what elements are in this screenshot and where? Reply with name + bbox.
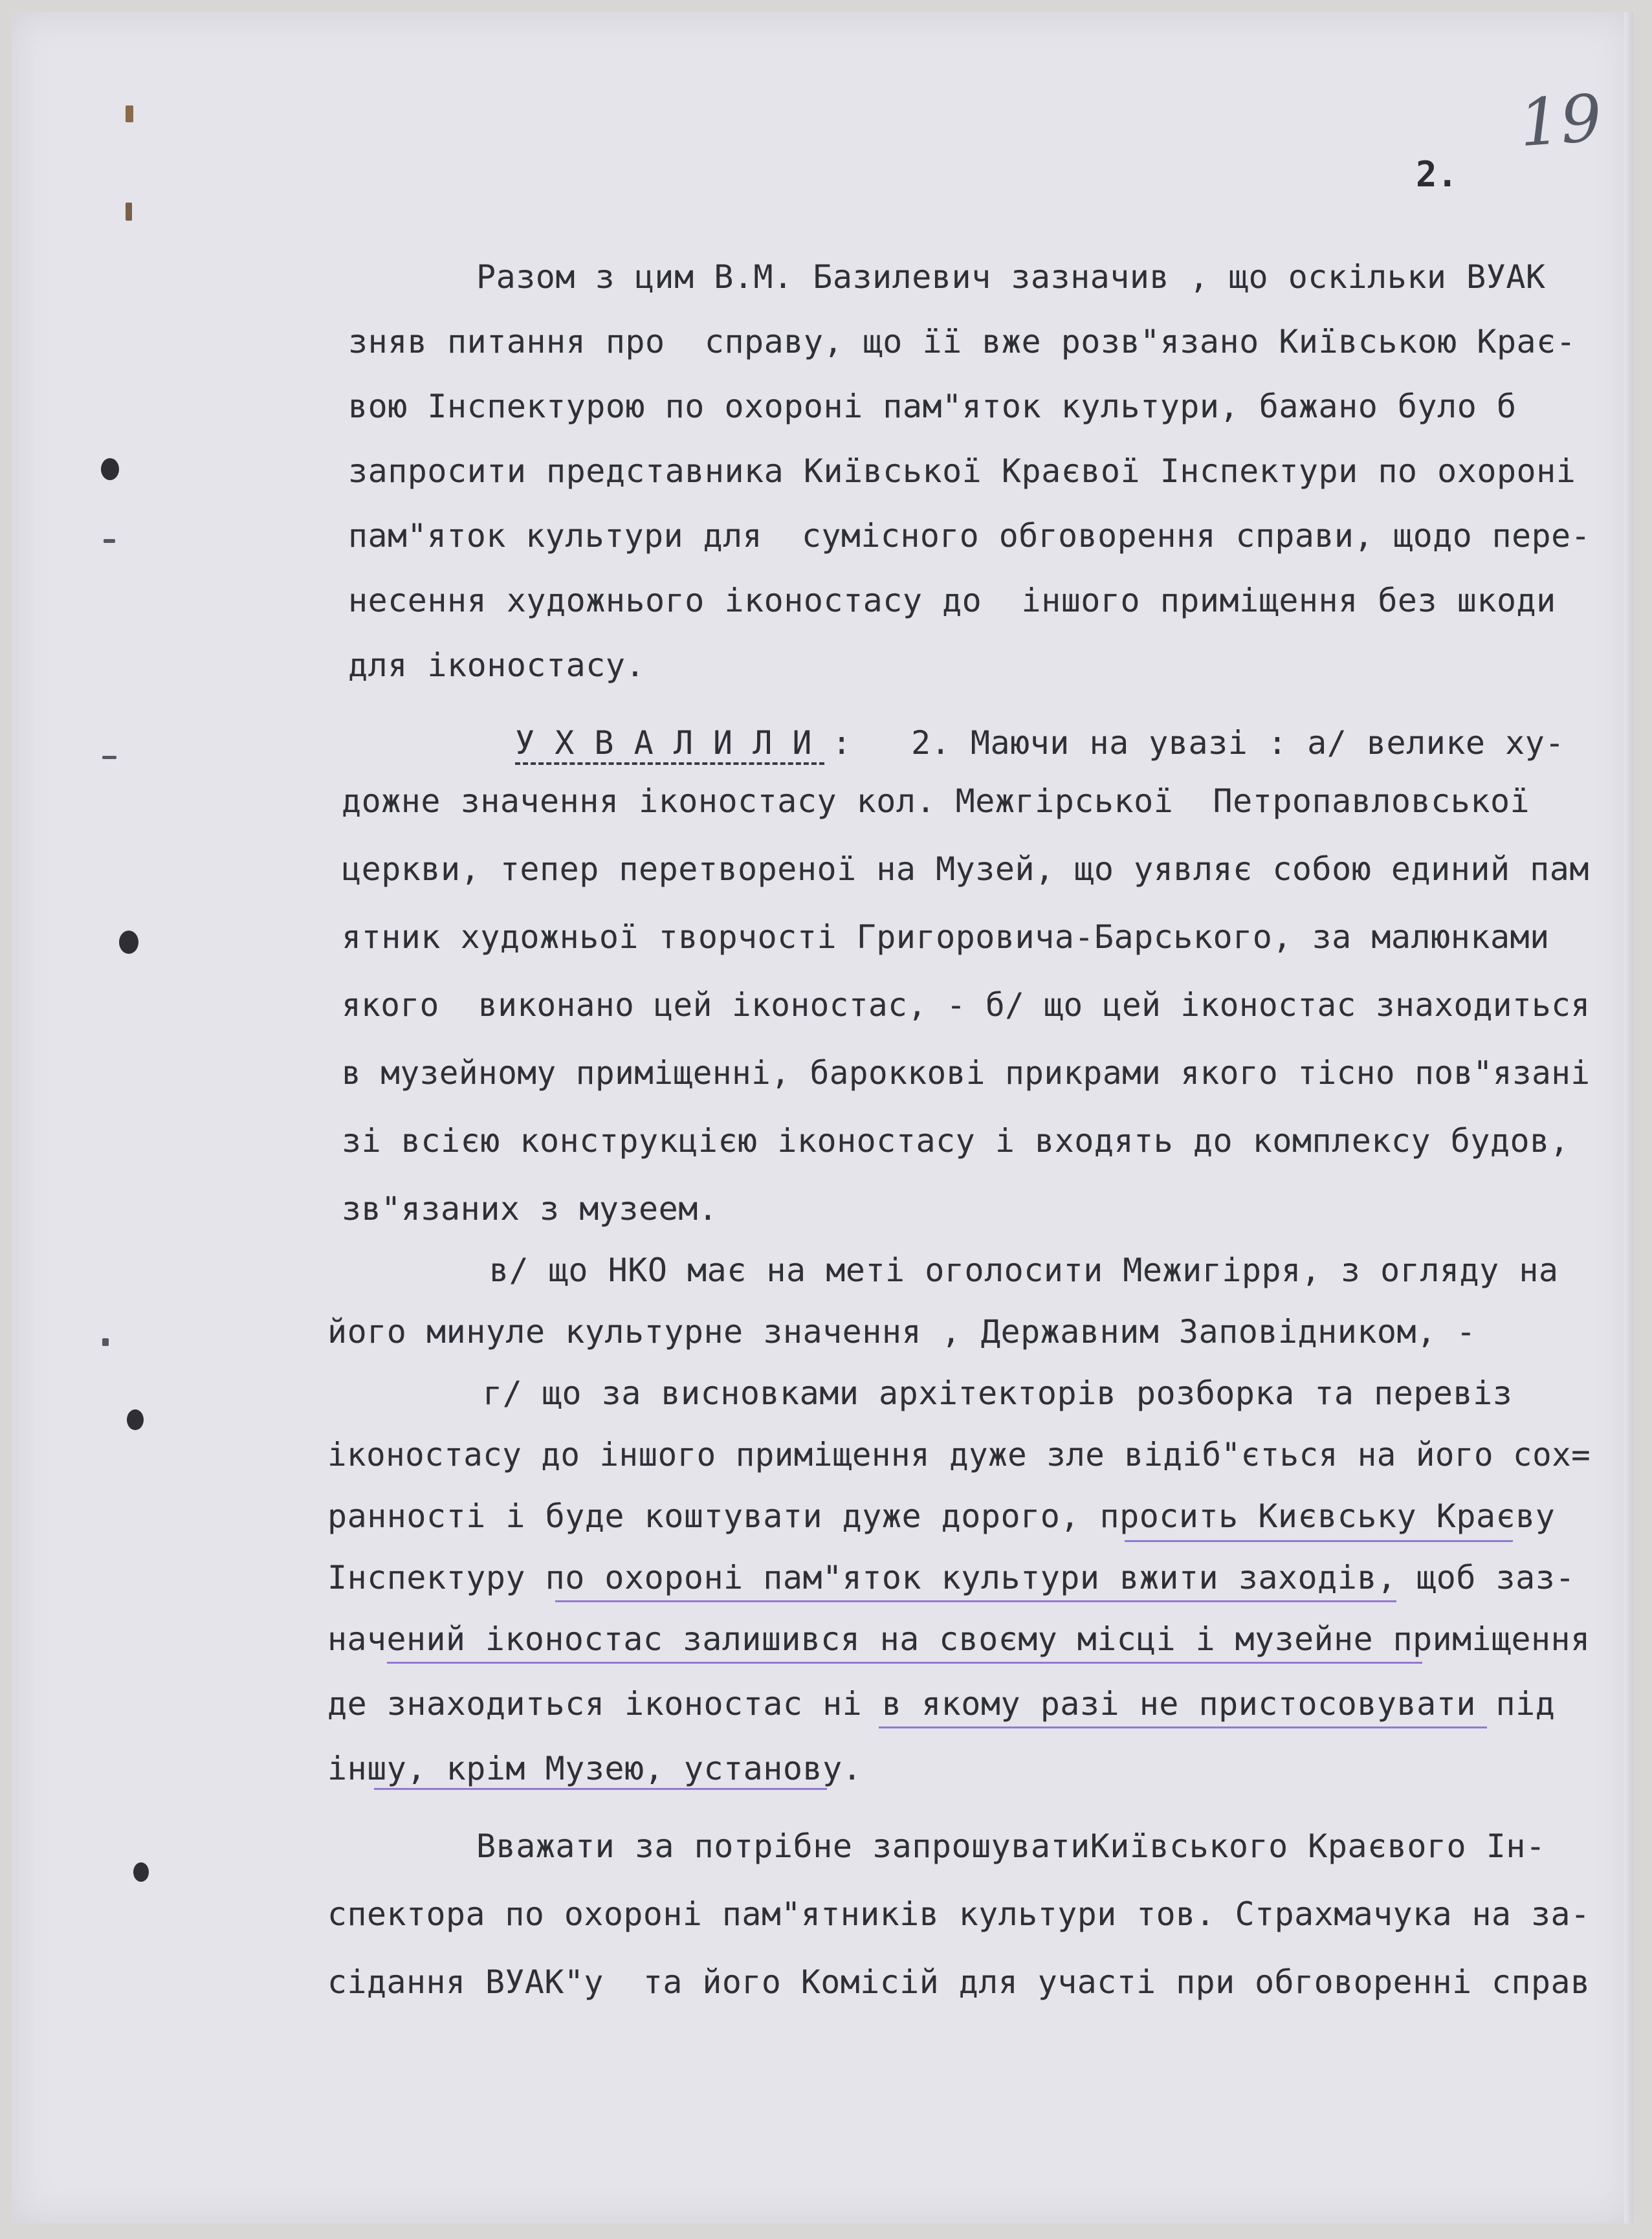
archive-folio-number: 19 xyxy=(1517,80,1605,162)
text-line: іконостасу до іншого приміщення дуже зле відіб"ється на його сох= xyxy=(327,1436,1591,1473)
text-line: Разом з цим В.М. Базилевич зазначив , що оскільки ВУАК xyxy=(476,258,1546,296)
text-line: ятник художньої творчості Григоровича-Барського, за малюнками xyxy=(342,918,1550,956)
pencil-underline xyxy=(1125,1540,1513,1542)
text-line: несення художнього іконостасу до іншого приміщення без шкоди xyxy=(348,582,1556,619)
text-line: його минуле культурне значення , Державним Заповідником, - xyxy=(327,1313,1476,1351)
text-line: зі всією конструкцією іконостасу і входять до комплексу будов, xyxy=(342,1122,1570,1160)
typed-text-body xyxy=(12,12,1633,2223)
page-number: 2. xyxy=(1416,154,1459,195)
text-line: вою Інспектурою по охороні пам"яток культури, бажано було б xyxy=(348,388,1517,425)
pencil-underline xyxy=(387,1662,1422,1664)
text-line: зняв питання про справу, що її вже розв"язано Київською Крає- xyxy=(348,323,1576,360)
text-line: в музейному приміщенні, бароккові прикрами якого тісно пов"язані xyxy=(342,1054,1591,1092)
text-line: г/ що за висновками архітекторів розборка та перевіз xyxy=(483,1374,1513,1412)
text-line: У Х В А Л И Л И : 2. Маючи на увазі : а/ велике ху- xyxy=(515,724,1565,762)
document-page xyxy=(12,12,1633,2223)
text-line: дожне значення іконостасу кол. Межгірської Петропавловської xyxy=(342,782,1530,820)
text-line: іншу, крім Музею, установу. xyxy=(327,1750,863,1787)
text-line: в/ що НКО має на меті оголосити Межигірря, з огляду на xyxy=(489,1252,1559,1289)
text-line: якого виконано цей іконостас, - б/ що цей іконостас знаходиться xyxy=(342,986,1591,1024)
heading-dashed-underline xyxy=(515,762,824,765)
text-line: пам"яток культури для сумісного обговорення справи, щодо пере- xyxy=(348,517,1591,555)
text-line: начений іконостас залишився на своєму місці і музейне приміщення xyxy=(327,1620,1591,1658)
pencil-underline xyxy=(555,1600,1396,1602)
text-line: ранності і буде коштувати дуже дорого, просить Києвську Краєву xyxy=(327,1497,1556,1535)
pencil-underline xyxy=(374,1788,827,1790)
text-line: Інспектуру по охороні пам"яток культури вжити заходів, щоб заз- xyxy=(327,1559,1575,1596)
text-line: спектора по охороні пам"ятників культури тов. Страхмачука на за- xyxy=(327,1895,1591,1933)
pencil-underline xyxy=(879,1726,1487,1728)
text-line: церкви, тепер перетвореної на Музей, що уявляє собою единий пам xyxy=(342,850,1589,888)
text-line: для іконостасу. xyxy=(348,646,646,684)
text-line: зв"язаних з музеем. xyxy=(342,1190,718,1228)
text-line: сідання ВУАК"у та його Комісій для участі при обговоренні справ xyxy=(327,1963,1591,2001)
text-line: де знаходиться іконостас ні в якому разі не пристосовувати під xyxy=(327,1685,1556,1723)
text-line: запросити представника Київської Краєвої Інспектури по охороні xyxy=(348,452,1576,490)
text-line: Вважати за потрібне запрошуватиКиївського Краєвого Ін- xyxy=(476,1827,1546,1865)
